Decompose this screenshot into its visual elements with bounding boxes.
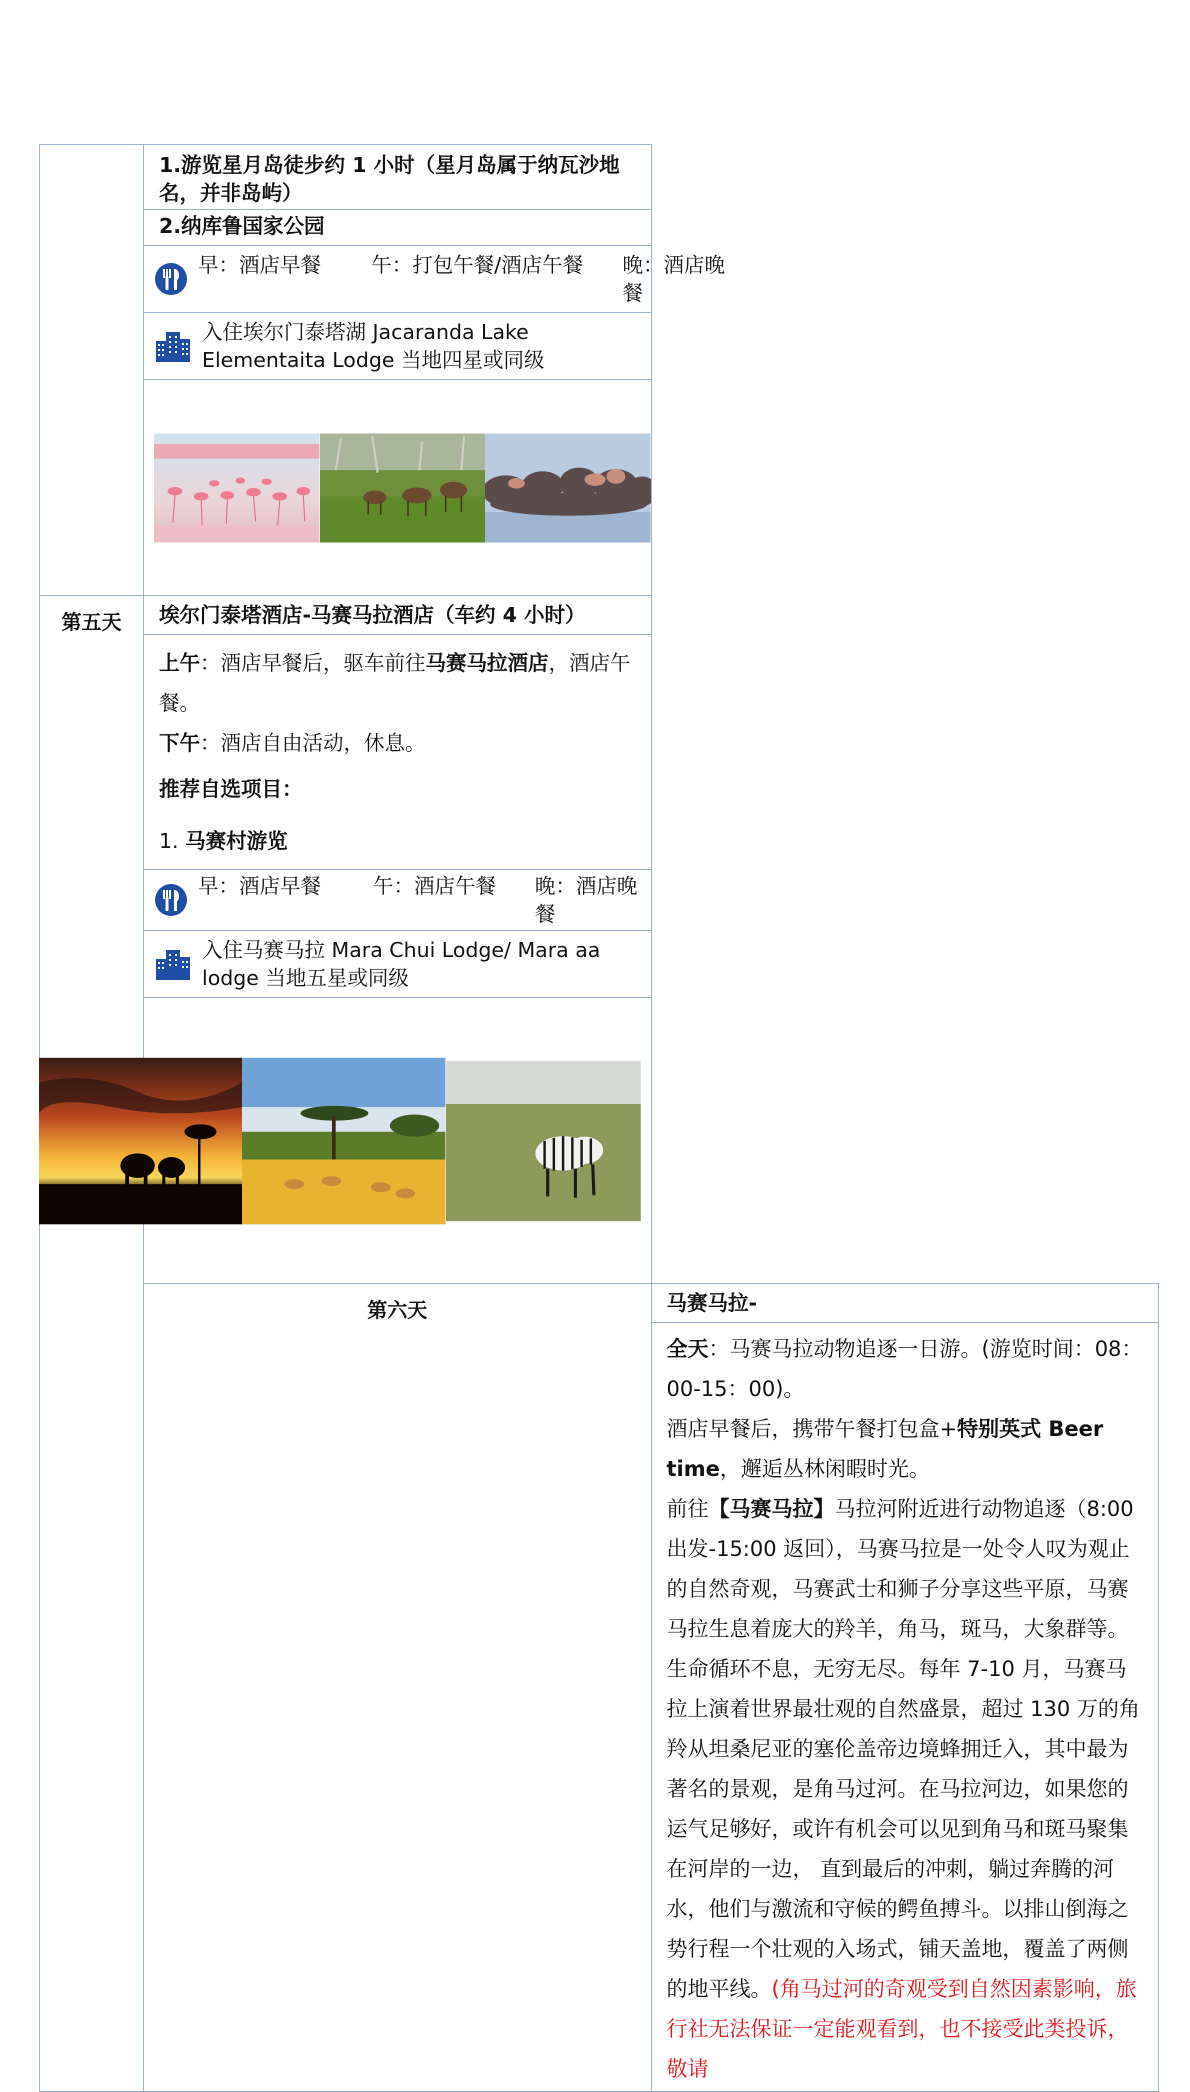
- hotel-text: 入住马赛马拉 Mara Chui Lodge/ Mara aa lodge 当地五星或同级: [202, 938, 601, 990]
- day-cell-empty: [40, 145, 144, 596]
- meals-row: [198, 872, 643, 928]
- fullday-text: ：马赛马拉动物追逐一日游。(游览时间：08：00-15：00)。: [666, 1337, 1143, 1401]
- day6-title: 马赛马拉-: [651, 1284, 1159, 1323]
- activity-line-2: 2.纳库鲁国家公园: [144, 210, 652, 246]
- day6-fullday: [667, 1329, 1145, 1409]
- day6-line2: [667, 1409, 1145, 1489]
- fullday-label: 全天: [666, 1337, 709, 1361]
- dinner-text: 晚：酒店晚餐: [622, 253, 725, 305]
- para-start: 前往: [666, 1497, 709, 1521]
- zebras-photo: [446, 1006, 641, 1276]
- afternoon-text: ：酒店自由活动，休息。: [200, 731, 426, 755]
- beer-time: 特别英式 Beer time: [666, 1417, 1104, 1481]
- para-rest: 马拉河附近进行动物追逐（8:00 出发-15:00 返回），马赛马拉是一处令人叹为观止的自然奇观，马赛武士和狮子分享这些平原，马赛马拉生息着庞大的羚羊，角马，斑马，大象群等。生命循环不息，无穷无尽。每年 7-10 月，马赛马拉上演着世界最壮观的自然盛景，超过 130 万的角羚从坦桑尼亚的塞伦盖帝边境蜂拥迁入，其中最为著名的景观，是角马过河。在马拉河边，如果您的运气足够好，或许有机会可以见到角马和斑马聚集在河岸的一边， 直到最后的冲刺，躺过奔腾的河水，他们与激流和守候的鳄鱼搏斗。以排山倒海之势行程一个壮观的入场式，铺天盖地，覆盖了两侧的地平线。: [666, 1497, 1140, 2001]
- breakfast-text: 早：酒店早餐: [198, 253, 321, 277]
- meal-icon: [154, 883, 188, 917]
- flamingos-photo: [154, 384, 320, 592]
- morning-label: 上午: [159, 651, 200, 675]
- lunch-text: 午：酒店午餐: [373, 874, 496, 898]
- itinerary-table: [39, 144, 1159, 2092]
- day6-description: [667, 1489, 1145, 2089]
- day5-morning: [159, 643, 643, 723]
- day5-title: 埃尔门泰塔酒店-马赛马拉酒店（车约 4 小时）: [144, 596, 652, 635]
- morning-text-end: ，酒店午餐。: [159, 651, 631, 715]
- gazelles-acacia-photo: [242, 1006, 445, 1276]
- photo-row-1: [154, 382, 651, 593]
- optional-item-row: [159, 821, 643, 861]
- day6-label: 第六天: [144, 1284, 652, 2092]
- photo-row-2: [39, 1004, 641, 1277]
- line2-end: ，邂逅丛林闲暇时光。: [719, 1457, 930, 1481]
- afternoon-label: 下午: [159, 731, 200, 755]
- optional-num: 1.: [159, 829, 186, 853]
- dinner-text: 晚：酒店晚餐: [534, 874, 638, 926]
- day5-label: 第五天: [40, 596, 144, 2092]
- warning-note: (角马过河的奇观受到自然因素影响，旅行社无法保证一定能观看到，也不接受此类投诉，敬请: [666, 1977, 1137, 2081]
- breakfast-text: 早：酒店早餐: [198, 874, 321, 898]
- activity-line-1: 1.游览星月岛徒步约 1 小时（星月岛属于纳瓦沙地名，并非岛屿）: [144, 145, 652, 210]
- meal-icon: [154, 262, 188, 296]
- hotel-icon: [154, 329, 192, 363]
- elephant-sunset-photo: [39, 1006, 242, 1276]
- line2-text: 酒店早餐后，携带午餐打包盒+: [666, 1417, 958, 1441]
- optional-heading: 推荐自选项目：: [159, 777, 303, 801]
- morning-hotel: 马赛马拉酒店: [425, 651, 549, 675]
- morning-text: ：酒店早餐后，驱车前往: [200, 651, 426, 675]
- hotel-icon: [154, 947, 192, 981]
- hippos-photo: [485, 384, 651, 592]
- lunch-text: 午：打包午餐/酒店午餐: [371, 253, 584, 277]
- optional-item: 马赛村游览: [185, 829, 288, 853]
- meals-row: [198, 251, 729, 307]
- waterbuck-photo: [320, 384, 486, 592]
- day5-afternoon: [159, 723, 643, 763]
- para-masai-mara: 【马赛马拉】: [708, 1497, 835, 1521]
- hotel-text: 入住埃尔门泰塔湖 Jacaranda Lake Elementaita Lodge 当地四星或同级: [202, 320, 545, 372]
